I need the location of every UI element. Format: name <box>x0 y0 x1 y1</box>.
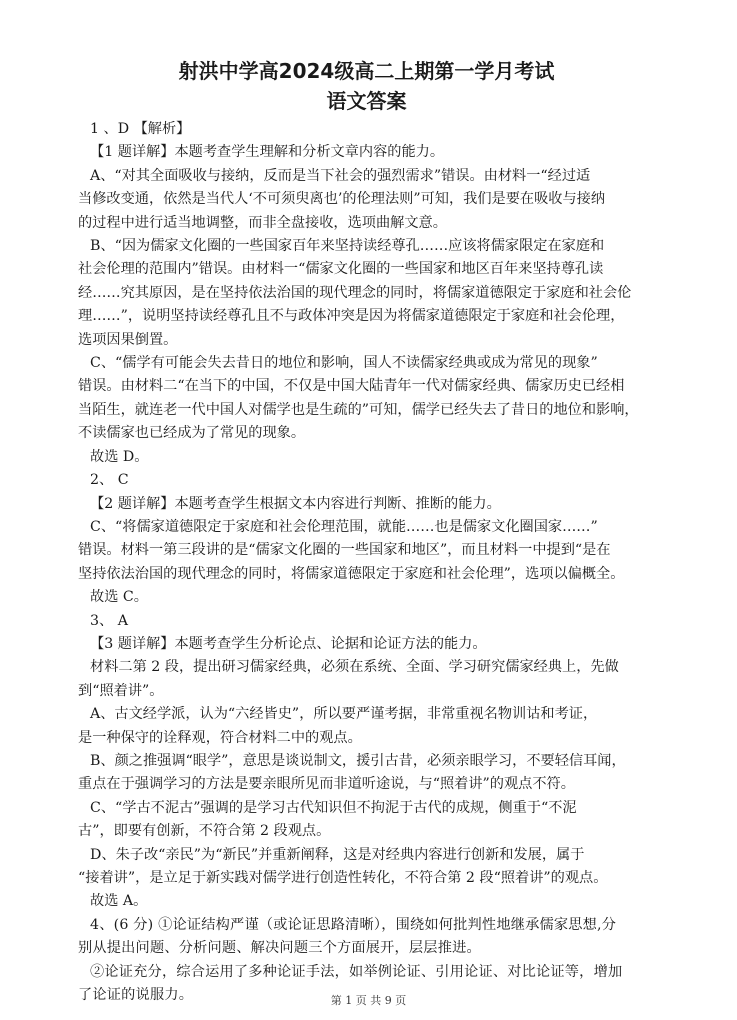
text-line: 经……究其原因，是在坚持依法治国的现代理念的同时，将儒家道德限定于家庭和社会伦 <box>78 284 632 301</box>
text-line: 故选 D。 <box>90 448 149 465</box>
text-line: 3、 A <box>90 612 128 629</box>
text-line: 了论证的说服力。 <box>78 987 194 1004</box>
text-line: C、“学古不泥古”强调的是学习古代知识但不拘泥于古代的成规，侧重于“不泥 <box>90 799 577 816</box>
text-line: 别从提出问题、分析问题、解决问题三个方面展开，层层推进。 <box>78 940 481 957</box>
text-line: “接着讲”，是立足于新实践对儒学进行创造性转化，不符合第 2 段“照着讲”的观点。 <box>78 870 608 886</box>
text-line: 故选 A。 <box>90 893 148 910</box>
text-line: 选项因果倒置。 <box>78 331 178 348</box>
text-line: 错误。由材料二“在当下的中国，不仅是中国大陆青年一代对儒家经典、儒家历史已经相 <box>78 378 625 395</box>
document-title <box>80 56 693 116</box>
text-line: 错误。材料一第三段讲的是“儒家文化圈的一些国家和地区”，而且材料一中提到“是在 <box>78 542 611 559</box>
text-line: 材料二第 2 段，提出研习儒家经典，必须在系统、全面、学习研究儒家经典上，先做 <box>90 659 619 676</box>
text-line: ②论证充分，综合运用了多种论证手法，如举例论证、引用论证、对比论证等，增加 <box>90 963 623 980</box>
text-line: B、颜之推强调“眼学”，意思是谈说制文，援引古昔，必须亲眼学习，不要轻信耳闻， <box>90 752 626 769</box>
text-line: A、古文经学派，认为“六经皆史”，所以要严谨考据，非常重视名物训诂和考证， <box>90 706 598 723</box>
text-line: B、“因为儒家文化圈的一些国家百年来坚持读经尊孔……应该将儒家限定在家庭和 <box>90 238 605 255</box>
text-line: 1 、D 【解析】 <box>90 121 191 137</box>
text-line: 当陌生，就连老一代中国人对儒学也是生疏的”可知，儒学已经失去了昔日的地位和影响， <box>78 401 639 418</box>
text-line: 重点在于强调学习的方法是要亲眼所见而非道听途说，与“照着讲”的观点不符。 <box>78 776 575 793</box>
text-line: 2、 C <box>90 472 129 489</box>
text-line: 【1 题详解】本题考查学生理解和分析文章内容的能力。 <box>90 144 445 161</box>
text-line: C、“将儒家道德限定于家庭和社会伦理范围，就能……也是儒家文化圈国家……” <box>90 518 598 535</box>
text-line: 的过程中进行适当地调整，而非全盘接收，选项曲解文意。 <box>78 214 447 231</box>
text-line: C、“儒学有可能会失去昔日的地位和影响，国人不读儒家经典或成为常见的现象” <box>90 355 598 372</box>
title-line-2: 语文答案 <box>326 89 407 113</box>
text-line: 【3 题详解】本题考查学生分析论点、论据和论证方法的能力。 <box>90 635 487 652</box>
text-line: 不读儒家也已经成为了常见的现象。 <box>78 425 306 442</box>
answer-body <box>80 118 693 1007</box>
text-line: 故选 C。 <box>90 589 148 606</box>
text-line: 4、(6 分) ①论证结构严谨（或论证思路清晰），围绕如何批判性地继承儒家思想,分 <box>90 916 617 933</box>
text-line: 【2 题详解】本题考查学生根据文本内容进行判断、推断的能力。 <box>90 495 501 512</box>
title-line-1: 射洪中学高2024级高二上期第一学月考试 <box>178 59 555 83</box>
text-line: D、朱子改“亲民”为“新民”并重新阐释，这是对经典内容进行创新和发展，属于 <box>90 846 585 863</box>
text-line: 社会伦理的范围内”错误。由材料一“儒家文化圈的一些国家和地区百年来坚持尊孔读 <box>78 261 604 278</box>
text-line: A、“对其全面吸收与接纳，反而是当下社会的强烈需求”错误。由材料一“经过适 <box>90 167 591 184</box>
text-line: 理……”，说明坚持读经尊孔且不与政体冲突是因为将儒家道德限定于家庭和社会伦理， <box>78 308 625 325</box>
text-line: 到“照着讲”。 <box>78 682 164 699</box>
text-line: 古”，即要有创新，不符合第 2 段观点。 <box>78 823 331 840</box>
text-line: 当修改变通，依然是当代人‘不可须臾离也’的伦理法则”可知，我们是要在吸收与接纳 <box>78 191 606 208</box>
text-line: 坚持依法治国的现代理念的同时，将儒家道德限定于家庭和社会伦理”，选项以偏概全。 <box>78 565 625 582</box>
text-line: 是一种保守的诠释观，符合材料二中的观点。 <box>78 729 362 746</box>
page-footer: 第 1 页 共 9 页 <box>330 994 407 1007</box>
